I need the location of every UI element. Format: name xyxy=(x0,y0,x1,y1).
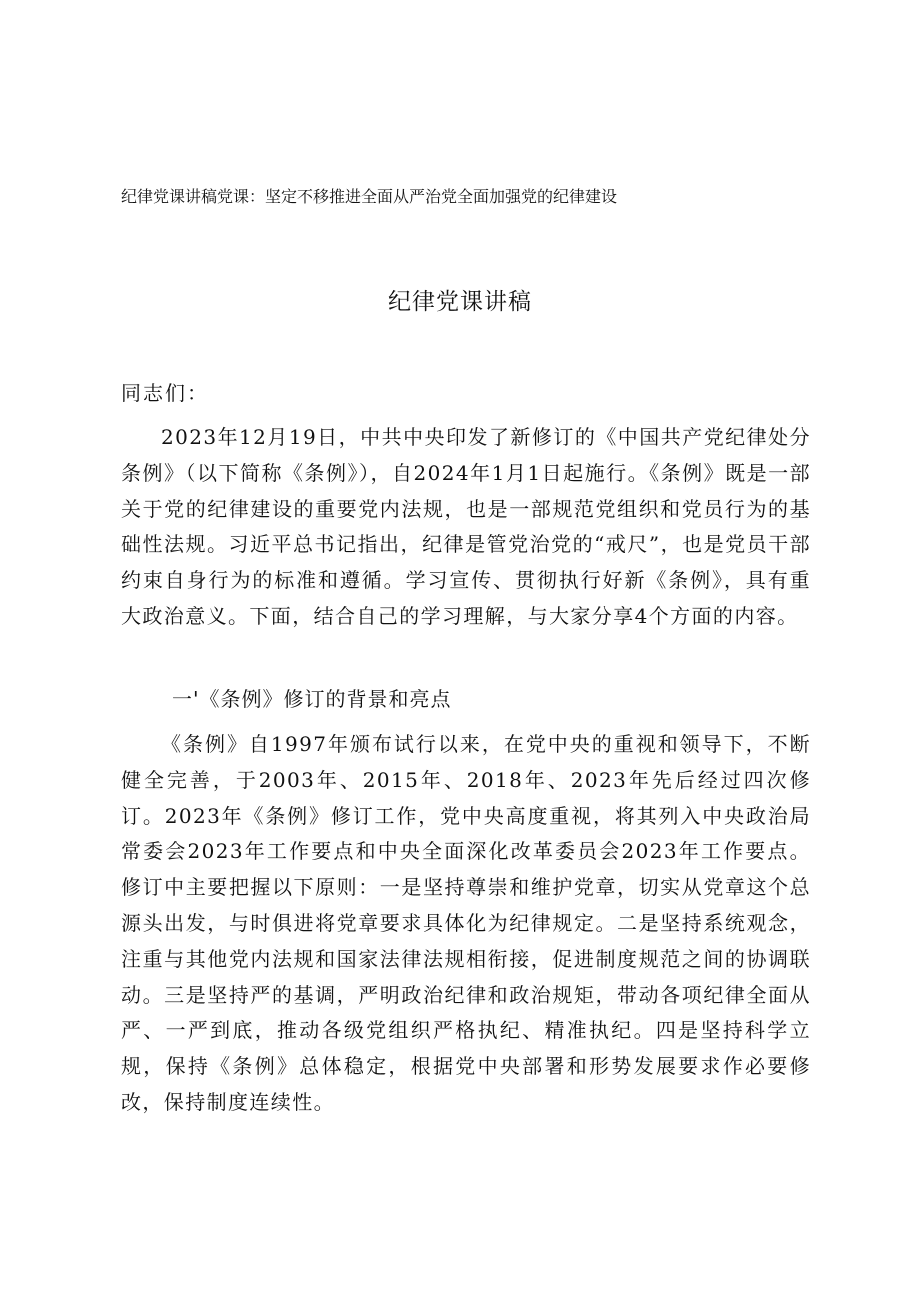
body-paragraph-2: 《条例》自1997年颁布试行以来，在党中央的重视和领导下，不断健全完善，于2003年、2015年、2018年、2023年先后经过四次修订。2023年《条例》修订工作，党中央高度重视，将其列入中央政治局常委会2023年工作要点和中央全面深化改革委员会2023年工作要点。修订中主要把握以下原则：一是坚持尊崇和维护党章，切实从党章这个总源头出发，与时俱进将党章要求具体化为纪律规定。二是坚持系统观念，注重与其他党内法规和国家法律法规相衔接，促进制度规范之间的协调联动。三是坚持严的基调，严明政治纪律和政治规矩，带动各项纪律全面从严、一严到底，推动各级党组织严格执纪、精准执纪。四是坚持科学立规，保持《条例》总体稳定，根据党中央部署和形势发展要求作必要修改，保持制度连续性。 xyxy=(121,732,811,1114)
salutation: 同志们： xyxy=(121,381,209,405)
document-header-line: 纪律党课讲稿党课：坚定不移推进全面从严治党全面加强党的纪律建设 xyxy=(121,187,618,206)
body-paragraph-1: 2023年12月19日，中共中央印发了新修订的《中国共产党纪律处分条例》（以下简称《条例》），自2024年1月1日起施行。《条例》既是一部关于党的纪律建设的重要党内法规，也是一部规范党组织和党员行为的基础性法规。习近平总书记指出，纪律是管党治党的“戒尺”，也是党员干部约束自身行为的标准和遵循。学习宣传、贯彻执行好新《条例》，具有重大政治意义。下面，结合自己的学习理解，与大家分享4个方面的内容。 xyxy=(121,425,811,628)
section-heading-1: 一'《条例》修订的背景和亮点 xyxy=(172,687,452,711)
document-title: 纪律党课讲稿 xyxy=(388,289,532,315)
